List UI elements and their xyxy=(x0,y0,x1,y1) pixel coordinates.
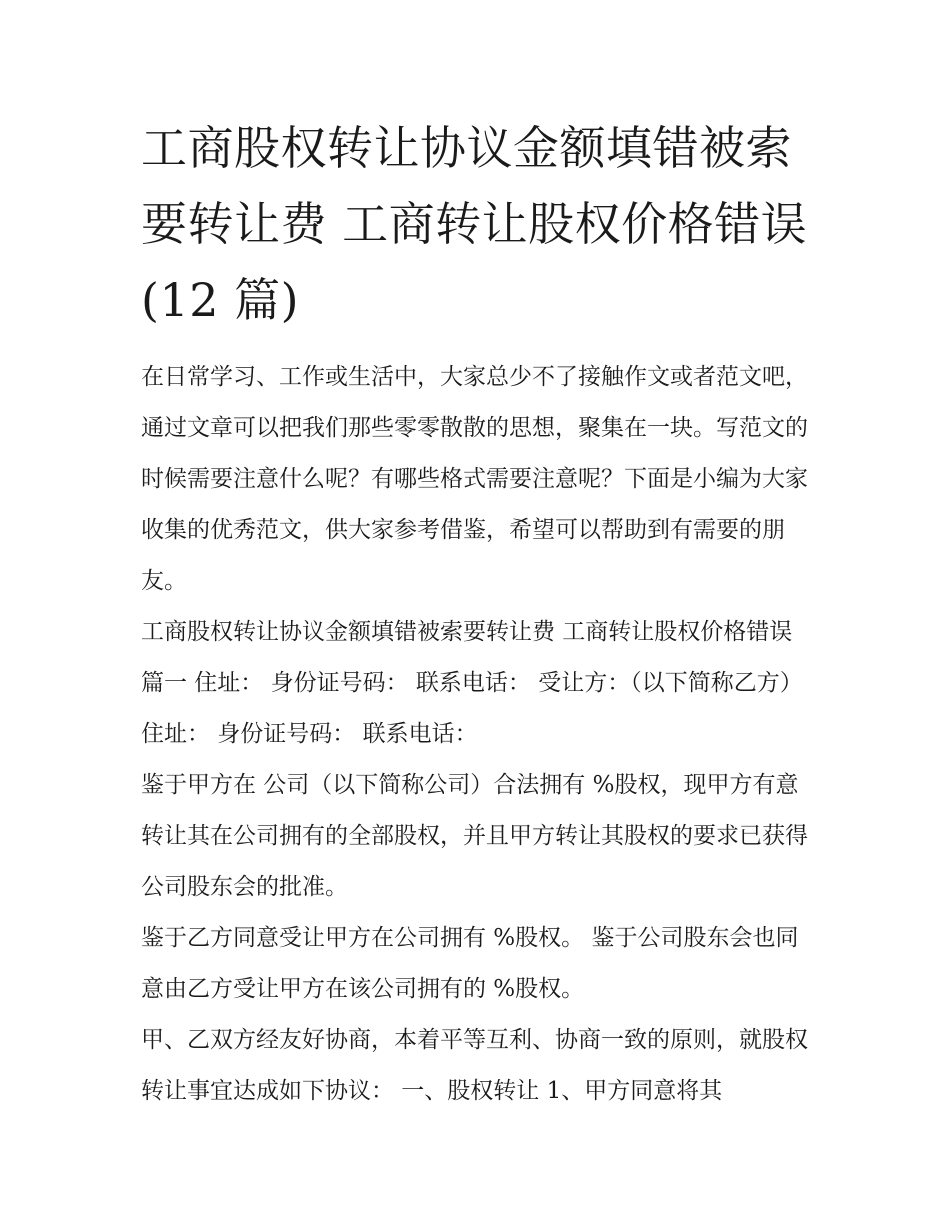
body-paragraph-whereas-transferor: 鉴于甲方在 公司（以下简称公司）合法拥有 %股权，现甲方有意转让其在公司拥有的全部股权，并且甲方转让其股权的要求已获得公司股东会的批准。 xyxy=(141,772,808,900)
document-title: 工商股权转让协议金额填错被索要转让费 工商转让股权价格错误(12 篇) xyxy=(141,121,808,327)
body-paragraph-whereas-transferee: 鉴于乙方同意受让甲方在公司拥有 %股权。 鉴于公司股东会也同意由乙方受让甲方在该公司拥有的 %股权。 xyxy=(141,925,799,1002)
body-paragraph-parties: 工商股权转让协议金额填错被索要转让费 工商转让股权价格错误篇一 住址： 身份证号码： 联系电话： 受让方：（以下简称乙方） 住址： 身份证号码： 联系电话： xyxy=(141,619,803,747)
body-paragraph-agreement: 甲、乙双方经友好协商，本着平等互利、协商一致的原则，就股权转让事宜达成如下协议： 一、股权转让 1、甲方同意将其 xyxy=(141,1027,808,1104)
intro-paragraph: 在日常学习、工作或生活中，大家总少不了接触作文或者范文吧，通过文章可以把我们那些零零散散的思想，聚集在一块。写范文的时候需要注意什么呢？有哪些格式需要注意呢？下面是小编为大家收集的优秀范文，供大家参考借鉴，希望可以帮助到有需要的朋友。 xyxy=(141,364,808,594)
document-page xyxy=(141,110,813,1117)
